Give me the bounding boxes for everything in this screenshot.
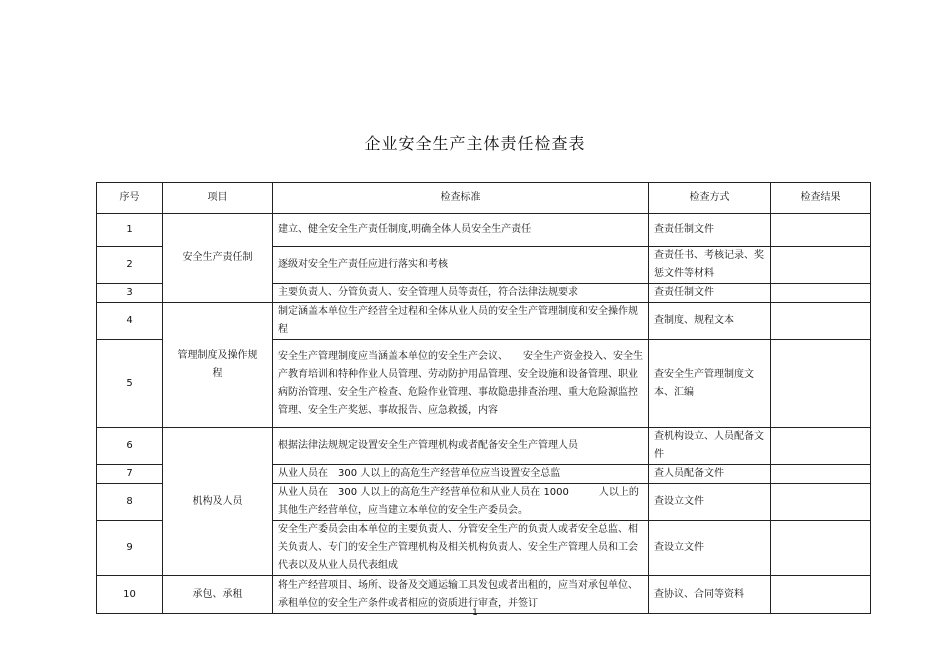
row-result[interactable] [771,303,871,340]
row-result[interactable] [771,465,871,484]
row-method: 查责任书、考核记录、奖惩文件等材料 [649,247,771,284]
header-result: 检查结果 [771,183,871,214]
row-result[interactable] [771,484,871,521]
row-result[interactable] [771,284,871,303]
row-method: 查设立文件 [649,521,771,576]
row-result[interactable] [771,247,871,284]
table-row [97,428,871,465]
item-group-label-line: 管理制度及操作规 [177,350,258,361]
row-seq: 6 [97,428,163,465]
item-group-label-line: 程 [212,368,223,379]
item-group-label-line: 机构及人员 [192,495,243,507]
row-seq: 9 [97,521,163,576]
row-method: 查人员配备文件 [649,465,771,484]
page-title: 企业安全生产主体责任检查表 [364,134,586,153]
row-seq: 1 [97,214,163,247]
item-group-label-line: 安全生产责任制 [182,252,253,263]
page-number: 1 [472,608,478,618]
row-item-group [163,303,273,428]
row-standard: 制定涵盖本单位生产经营全过程和全体从业人员的安全生产管理制度和安全操作规程 [273,303,649,340]
row-seq: 5 [97,340,163,428]
row-method: 查责任制文件 [649,284,771,303]
row-method: 查制度、规程文本 [649,303,771,340]
row-seq: 7 [97,465,163,484]
table-row [97,214,871,247]
header-method: 检查方式 [649,183,771,214]
row-seq: 10 [97,576,163,614]
row-method: 查机构设立、人员配备文件 [649,428,771,465]
row-standard: 从业人员在 300 人以上的高危生产经营单位和从业人员在 1000 人以上的其他生产经营单位，应当建立本单位的安全生产委员会。 [273,484,649,521]
row-standard: 从业人员在 300 人以上的高危生产经营单位应当设置安全总监 [273,465,649,484]
row-standard: 安全生产委员会由本单位的主要负责人、分管安全生产的负责人或者安全总监、相关负责人、专门的安全生产管理机构及相关机构负责人、安全生产管理人员和工会代表以及从业人员代表组成 [273,521,649,576]
header-row [97,183,871,214]
row-seq: 3 [97,284,163,303]
row-result[interactable] [771,340,871,428]
row-standard: 将生产经营项目、场所、设备及交通运输工具发包或者出租的，应当对承包单位、承租单位的安全生产条件或者相应的资质进行审查，并签订 [273,576,649,614]
header-seq: 序号 [97,183,163,214]
header-standard: 检查标准 [273,183,649,214]
row-standard: 主要负责人、分管负责人、安全管理人员等责任，符合法律法规要求 [273,284,649,303]
row-result[interactable] [771,521,871,576]
row-standard: 安全生产管理制度应当涵盖本单位的安全生产会议、 安全生产资金投入、安全生产教育培训和特种作业人员管理、劳动防护用品管理、安全设施和设备管理、职业病防治管理、安全生产检查、危险作业管理、事故隐患排查治理、重大危险源监控管理、安全生产奖惩、事故报告、应急救援，内容 [273,340,649,428]
row-standard: 逐级对安全生产责任应进行落实和考核 [273,247,649,284]
row-item-group [163,214,273,303]
inspection-table [96,182,871,614]
row-seq: 4 [97,303,163,340]
row-method: 查责任制文件 [649,214,771,247]
table-row [97,303,871,340]
row-method: 查安全生产管理制度文本、汇编 [649,340,771,428]
row-standard: 建立、健全安全生产责任制度,明确全体人员安全生产责任 [273,214,649,247]
item-group-label-line: 承包、承租 [192,588,243,600]
row-result[interactable] [771,428,871,465]
row-method: 查设立文件 [649,484,771,521]
row-item-group [163,428,273,576]
row-seq: 8 [97,484,163,521]
row-seq: 2 [97,247,163,284]
row-method: 查协议、合同等资料 [649,576,771,614]
row-result[interactable] [771,214,871,247]
row-standard: 根据法律法规规定设置安全生产管理机构或者配备安全生产管理人员 [273,428,649,465]
header-item: 项目 [163,183,273,214]
